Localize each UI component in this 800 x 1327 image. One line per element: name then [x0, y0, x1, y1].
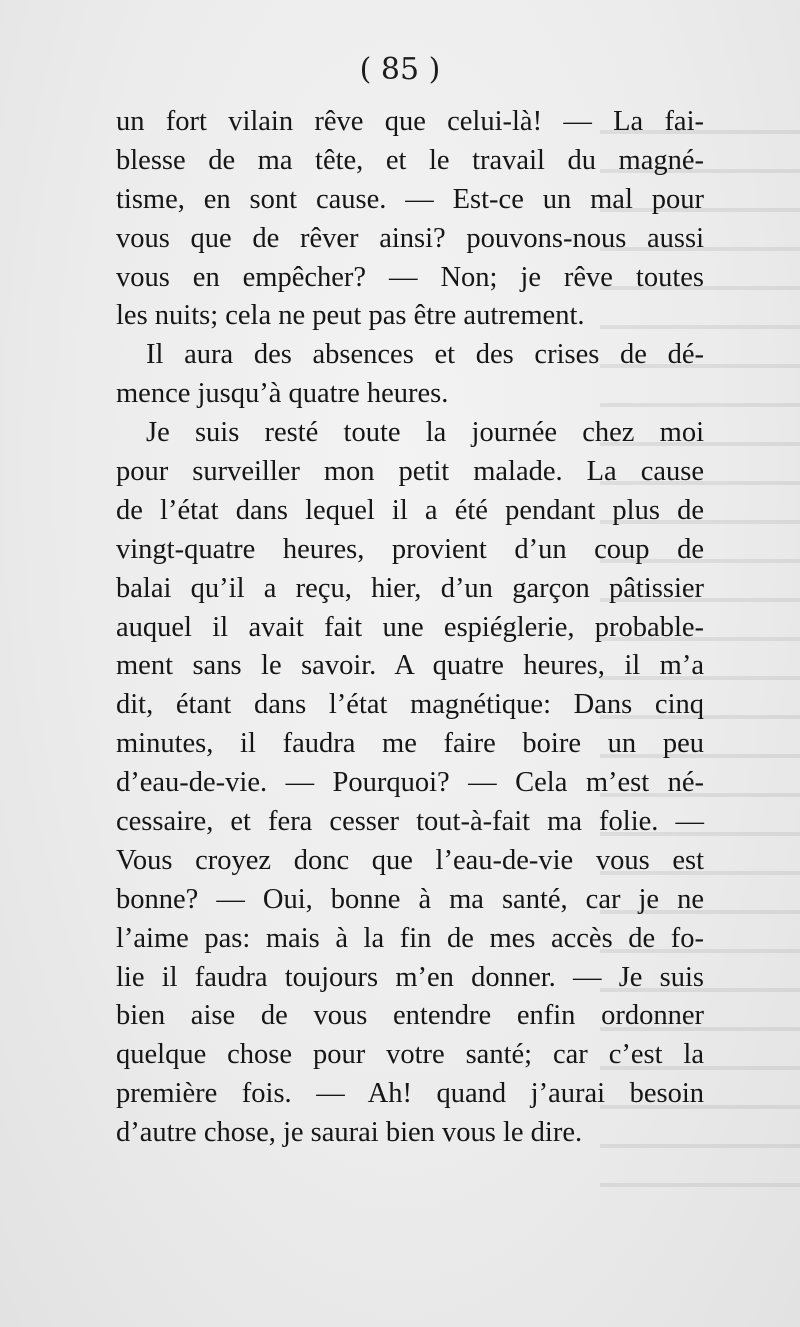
text-line: auquel il avait fait une espiéglerie, probable- — [116, 611, 704, 643]
text-line: bonne? — Oui, bonne à ma santé, car je ne — [116, 883, 704, 915]
text-line: vous en empêcher? — Non; je rêve toutes — [116, 261, 704, 293]
page-number: ( 85 ) — [359, 52, 441, 87]
text-line: l’aime pas: mais à la fin de mes accès de fo- — [116, 922, 704, 954]
text-line: lie il faudra toujours m’en donner. — Je suis — [116, 961, 704, 993]
text-line: ment sans le savoir. A quatre heures, il m’a — [116, 650, 704, 682]
text-line: première fois. — Ah! quand j’aurai besoin — [116, 1078, 704, 1110]
text-line: quelque chose pour votre santé; car c’est la — [116, 1039, 704, 1071]
text-line: mence jusqu’à quatre heures. — [116, 378, 449, 410]
body-text — [116, 103, 704, 1153]
text-line: bien aise de vous entendre enfin ordonner — [116, 1000, 704, 1032]
text-line: cessaire, et fera cesser tout-à-fait ma folie. — — [116, 806, 704, 838]
text-line: balai qu’il a reçu, hier, d’un garçon pâtissier — [116, 572, 704, 604]
text-line: dit, étant dans l’état magnétique: Dans cinq — [116, 689, 704, 721]
text-line: d’autre chose, je saurai bien vous le dire. — [116, 1117, 583, 1149]
text-line: vingt-quatre heures, provient d’un coup de — [116, 533, 704, 565]
text-line: blesse de ma tête, et le travail du magné- — [116, 144, 704, 176]
text-line: Je suis resté toute la journée chez moi — [146, 417, 704, 449]
text-line: d’eau-de-vie. — Pourquoi? — Cela m’est né- — [116, 767, 704, 799]
text-line: un fort vilain rêve que celui-là! — La fai- — [116, 106, 704, 137]
text-line: de l’état dans lequel il a été pendant plus de — [116, 494, 704, 526]
text-line: Vous croyez donc que l’eau-de-vie vous est — [116, 844, 704, 876]
text-line: vous que de rêver ainsi? pouvons-nous aussi — [116, 222, 704, 254]
text-line: minutes, il faudra me faire boire un peu — [116, 728, 704, 760]
text-line: tisme, en sont cause. — Est-ce un mal pour — [116, 183, 704, 215]
text-line: pour surveiller mon petit malade. La cause — [116, 456, 704, 488]
text-line: Il aura des absences et des crises de dé- — [146, 339, 704, 371]
text-line: les nuits; cela ne peut pas être autrement. — [116, 300, 585, 332]
